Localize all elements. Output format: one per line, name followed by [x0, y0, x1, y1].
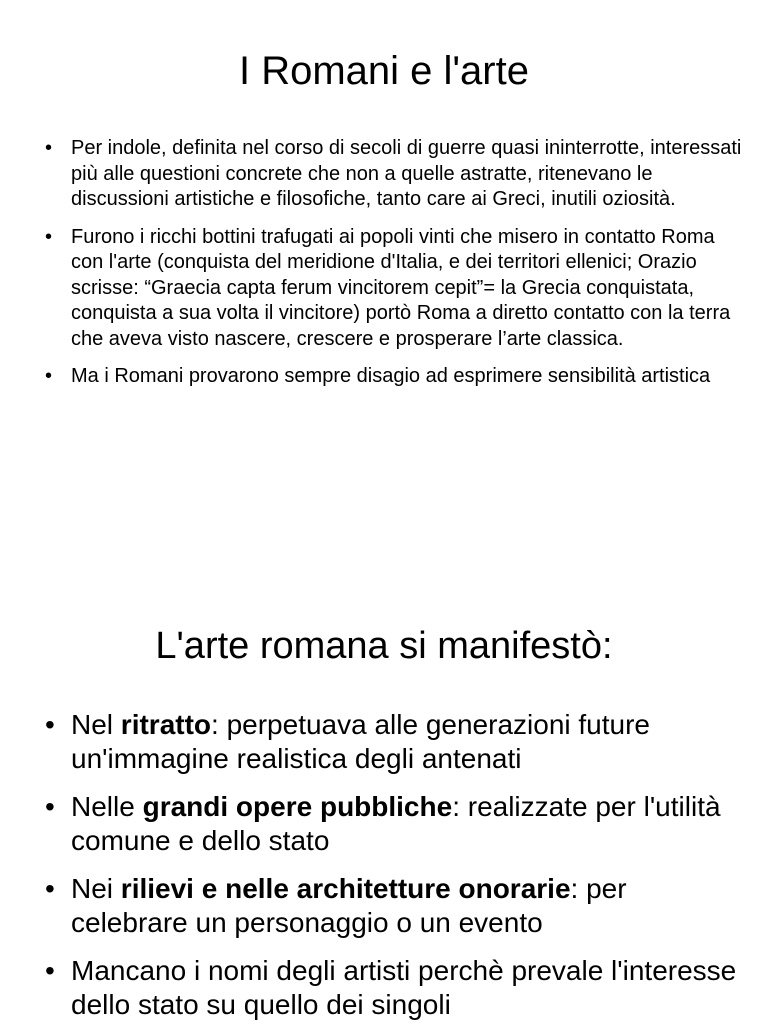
slide-title: I Romani e l'arte [239, 49, 529, 93]
bullet-keyword: rilievi e nelle architetture onorarie [120, 873, 571, 904]
bullet-text: : realizzate per l'utilità comune e dello stato [71, 791, 721, 856]
bullet-text: Mancano i nomi degli artisti perchè prevale l'interesse dello stato su quello dei singoli [71, 955, 737, 1020]
bullet-item [44, 708, 744, 776]
bullet-text: : per celebrare un personaggio o un evento [71, 873, 627, 938]
bullet-prefix: Nelle [71, 791, 143, 822]
bullet-prefix: Nel [71, 709, 121, 740]
bullet-item [44, 872, 744, 940]
bullet-text: : perpetuava alle generazioni future un'immagine realistica degli antenati [71, 709, 650, 774]
bullet-keyword: ritratto [120, 709, 212, 740]
bullet-item [44, 790, 744, 858]
bullet-item: • Per indole, definita nel corso di secoli di guerre quasi ininterrotte, interessati più alle questioni concrete che non a quelle astratte, ritenevano le discussioni artistiche e filosofiche, tanto care ai Greci, inutili oziosità. [44, 136, 744, 213]
bullet-list [44, 708, 744, 1022]
slide-arte-romana-manifesto [0, 512, 768, 1024]
bullet-list [44, 136, 744, 390]
bullet-item [44, 954, 744, 1022]
bullet-item: • Furono i ricchi bottini trafugati ai popoli vinti che misero in contatto Roma con l'arte (conquista del meridione d'Italia, e dei territori ellenici; Orazio scrisse: “Graecia capta ferum vincitorem cepit”= la Grecia conquistata, conquista a sua volta il vincitore) portò Roma a diretto contatto con la terra che aveva visto nascere, crescere e prosperare l’arte classica. [44, 225, 744, 353]
bullet-prefix: Nei [71, 873, 121, 904]
bullet-item: • Ma i Romani provarono sempre disagio ad esprimere sensibilità artistica [44, 364, 744, 390]
slide-title: L'arte romana si manifestò: [155, 625, 613, 667]
bullet-keyword: grandi opere pubbliche [142, 791, 453, 822]
